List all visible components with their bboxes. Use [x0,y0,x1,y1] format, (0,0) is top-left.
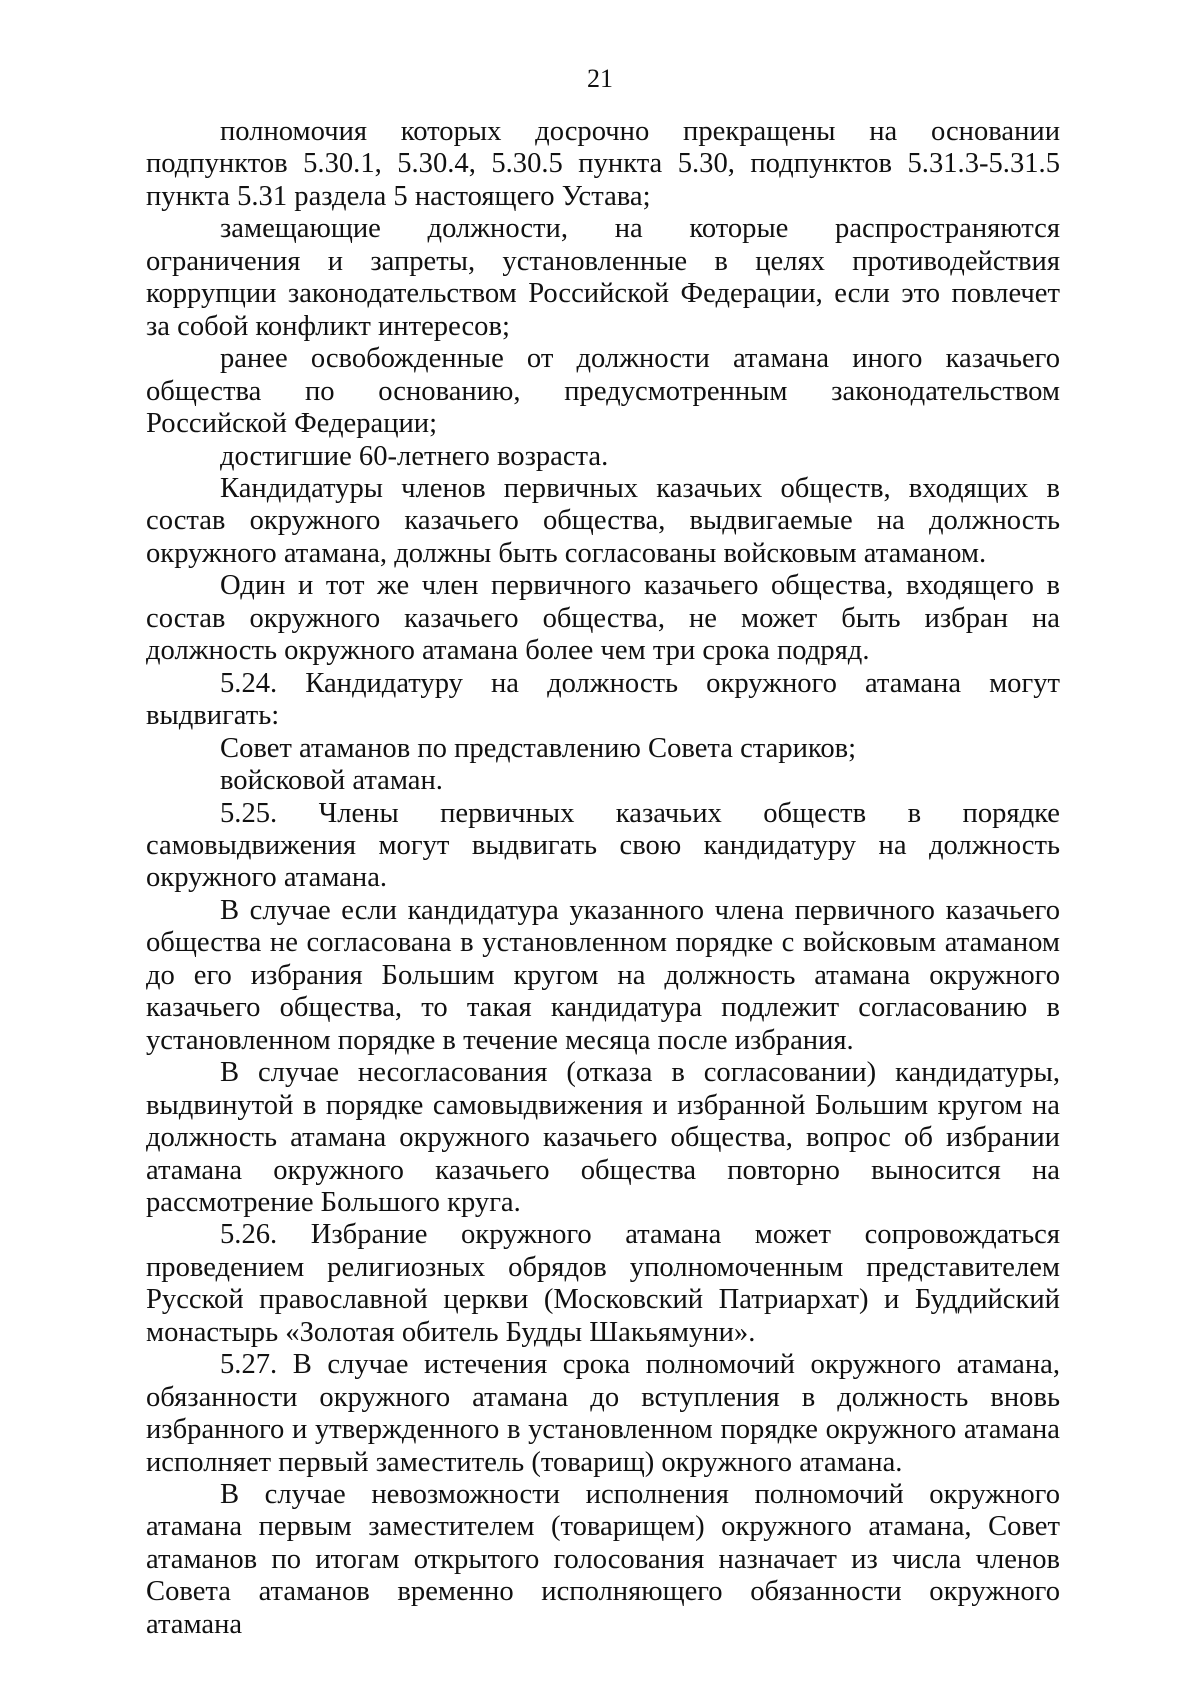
paragraph-candidates-approval: Кандидатуры членов первичных казачьих обществ, входящих в состав окружного казачьего общества, выдвигаемые на должность окружного атамана, должны быть согласованы войсковым атаманом. [146,472,1060,569]
paragraph-5-24: 5.24. Кандидатуру на должность окружного атамана могут выдвигать: [146,667,1060,732]
paragraph-list-item-council-of-atamans: Совет атаманов по представлению Совета стариков; [220,732,857,764]
document-body [146,116,1060,1641]
paragraph-5-26: 5.26. Избрание окружного атамана может сопровождаться проведением религиозных обрядов уполномоченным представителем Русской православной церкви (Московский Патриархат) и Буддийский монастырь «Золотая обитель Будды Шакьямуни». [146,1219,1060,1348]
paragraph-list-item-previously-dismissed: ранее освобожденные от должности атамана иного казачьего общества по основанию, предусмотренным законодательством Российской Федерации; [146,343,1060,440]
paragraph-list-item-age-limit: достигшие 60-летнего возраста. [220,440,609,472]
paragraph-5-27: 5.27. В случае истечения срока полномочий окружного атамана, обязанности окружного атамана до вступления в должность вновь избранного и утвержденного в установленном порядке окружного атамана исполняет первый заместитель (товарищ) окружного атамана. [146,1349,1060,1478]
paragraph-list-item-terminated-powers: полномочия которых досрочно прекращены на основании подпунктов 5.30.1, 5.30.4, 5.30.5 пункта 5.30, подпунктов 5.31.3-5.31.5 пункта 5.31 раздела 5 настоящего Устава; [146,116,1060,212]
paragraph-candidate-not-approved: В случае если кандидатура указанного члена первичного казачьего общества не согласована в установленном порядке с войсковым атаманом до его избрания Большим кругом на должность атамана окружного казачьего общества, то такая кандидатура подлежит согласованию в установленном порядке в течение месяца после избрания. [146,894,1060,1056]
paragraph-list-item-restricted-positions: замещающие должности, на которые распространяются ограничения и запреты, установленные в целях противодействия коррупции законодательством Российской Федерации, если это повлечет за собой конфликт интересов; [146,213,1060,342]
page-number: 21 [587,64,613,93]
paragraph-list-item-military-ataman: войсковой атаман. [220,765,443,797]
paragraph-impossibility-of-duties: В случае невозможности исполнения полномочий окружного атамана первым заместителем (товарищем) окружного атамана, Совет атаманов по итогам открытого голосования назначает из числа членов Совета атаманов временно исполняющего обязанности окружного атамана [146,1479,1060,1640]
paragraph-term-limit: Один и тот же член первичного казачьего общества, входящего в состав окружного казачьего общества, не может быть избран на должность окружного атамана более чем три срока подряд. [146,570,1060,667]
paragraph-5-25: 5.25. Члены первичных казачьих обществ в порядке самовыдвижения могут выдвигать свою кандидатуру на должность окружного атамана. [146,797,1060,894]
paragraph-refusal-of-approval: В случае несогласования (отказа в согласовании) кандидатуры, выдвинутой в порядке самовыдвижения и избранной Большим кругом на должность атамана окружного казачьего общества, вопрос об избрании атамана окружного казачьего общества повторно выносится на рассмотрение Большого круга. [146,1057,1060,1218]
